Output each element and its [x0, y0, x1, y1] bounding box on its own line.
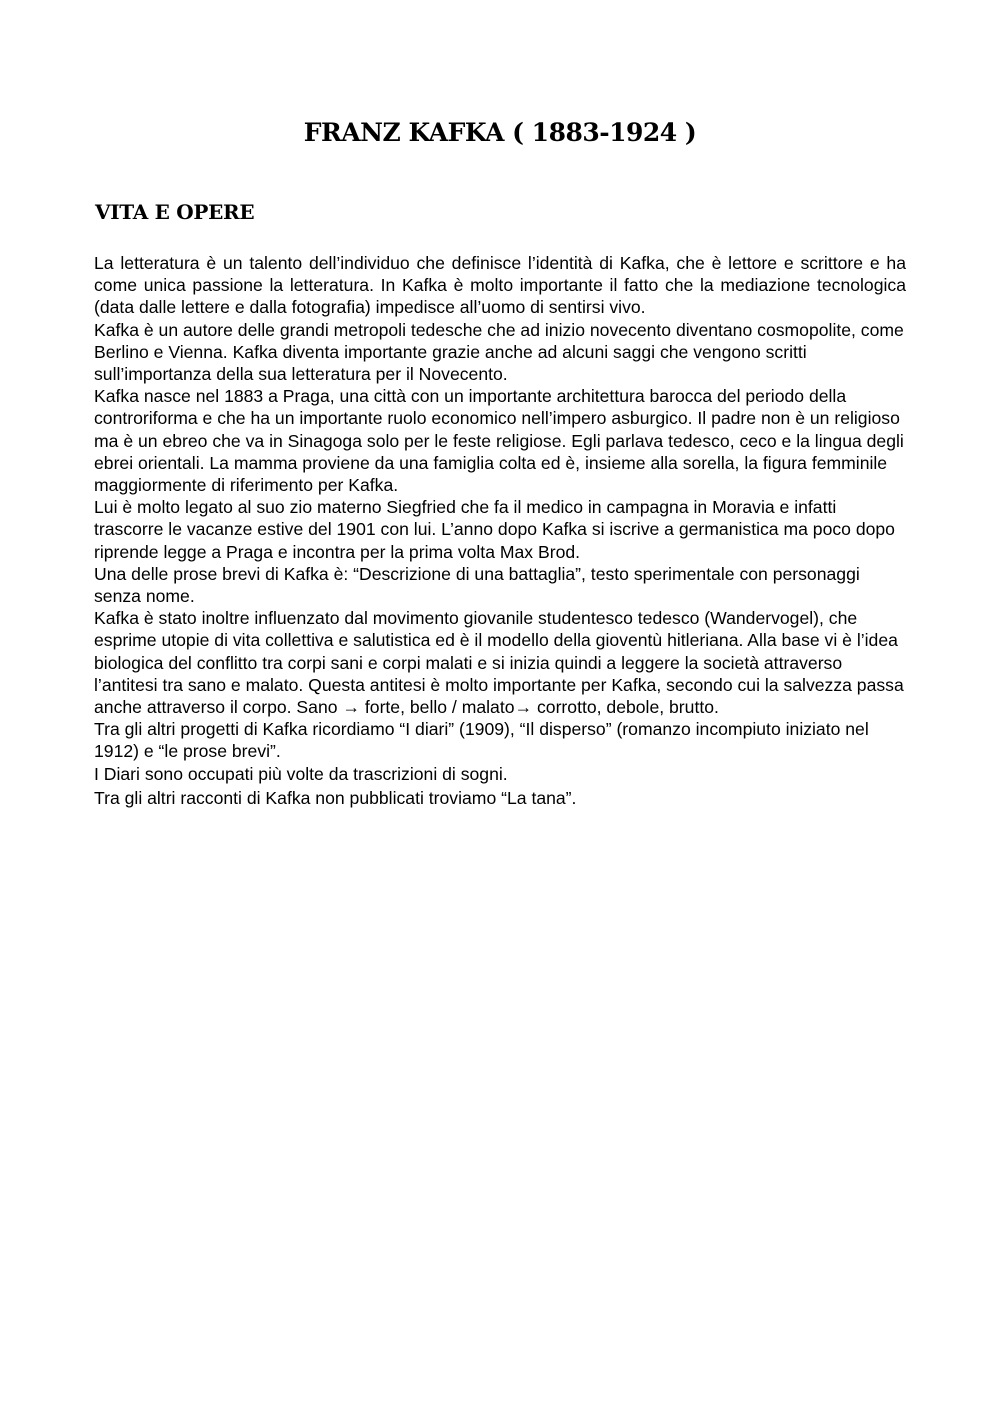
paragraph: Tra gli altri progetti di Kafka ricordiamo “I diari” (1909), “Il disperso” (romanzo incompiuto iniziato nel 1912) e “le prose brevi”.: [94, 719, 869, 762]
paragraph: Kafka è stato inoltre influenzato dal movimento giovanile studentesco tedesco (Wandervogel), che esprime utopie di vita collettiva e salutistica ed è il modello della gioventù hitleriana. Alla base vi è l’idea biologica del conflitto tra corpi sani e corpi malati e si inizia quindi a leggere la società attraverso l’antitesi tra sano e malato. Questa antitesi è molto importante per Kafka, secondo cui la salvezza passa anche attraverso il corpo. Sano → forte, bello / malato→ corrotto, debole, brutto.: [94, 608, 904, 718]
paragraph: Lui è molto legato al suo zio materno Siegfried che fa il medico in campagna in Moravia e infatti trascorre le vacanze estive del 1901 con lui. L’anno dopo Kafka si iscrive a germanistica ma poco dopo riprende legge a Praga e incontra per la prima volta Max Brod.: [94, 497, 895, 562]
section-heading: VITA E OPERE: [95, 200, 255, 224]
paragraph: I Diari sono occupati più volte da trascrizioni di sogni.: [94, 763, 508, 784]
paragraph: Kafka nasce nel 1883 a Praga, una città con un importante architettura barocca del periodo della controriforma e che ha un importante ruolo economico nell’impero asburgico. Il padre non è un religioso ma è un ebreo che va in Sinagoga solo per le feste religiose. Egli parlava tedesco, ceco e la lingua degli ebrei orientali. La mamma proviene da una famiglia colta ed è, insieme alla sorella, la figura femminile maggiormente di riferimento per Kafka.: [94, 386, 904, 496]
paragraph: Tra gli altri racconti di Kafka non pubblicati troviamo “La tana”.: [94, 787, 577, 808]
paragraph: La letteratura è un talento dell’individuo che definisce l’identità di Kafka, che è lettore e scrittore e ha come unica passione la letteratura. In Kafka è molto importante il fatto che la mediazione tecnologica (data dalle lettere e dalla fotografia) impedisce all’uomo di sentirsi vivo.: [94, 253, 906, 318]
paragraph: Una delle prose brevi di Kafka è: “Descrizione di una battaglia”, testo sperimentale con personaggi senza nome.: [94, 563, 860, 607]
paragraph: Kafka è un autore delle grandi metropoli tedesche che ad inizio novecento diventano cosmopolite, come Berlino e Vienna. Kafka diventa importante grazie anche ad alcuni saggi che vengono scritti sull’importanza della sua letteratura per il Novecento.: [94, 319, 904, 385]
body-text: [94, 252, 906, 809]
document-title: FRANZ KAFKA ( 1883-1924 ): [303, 118, 697, 147]
